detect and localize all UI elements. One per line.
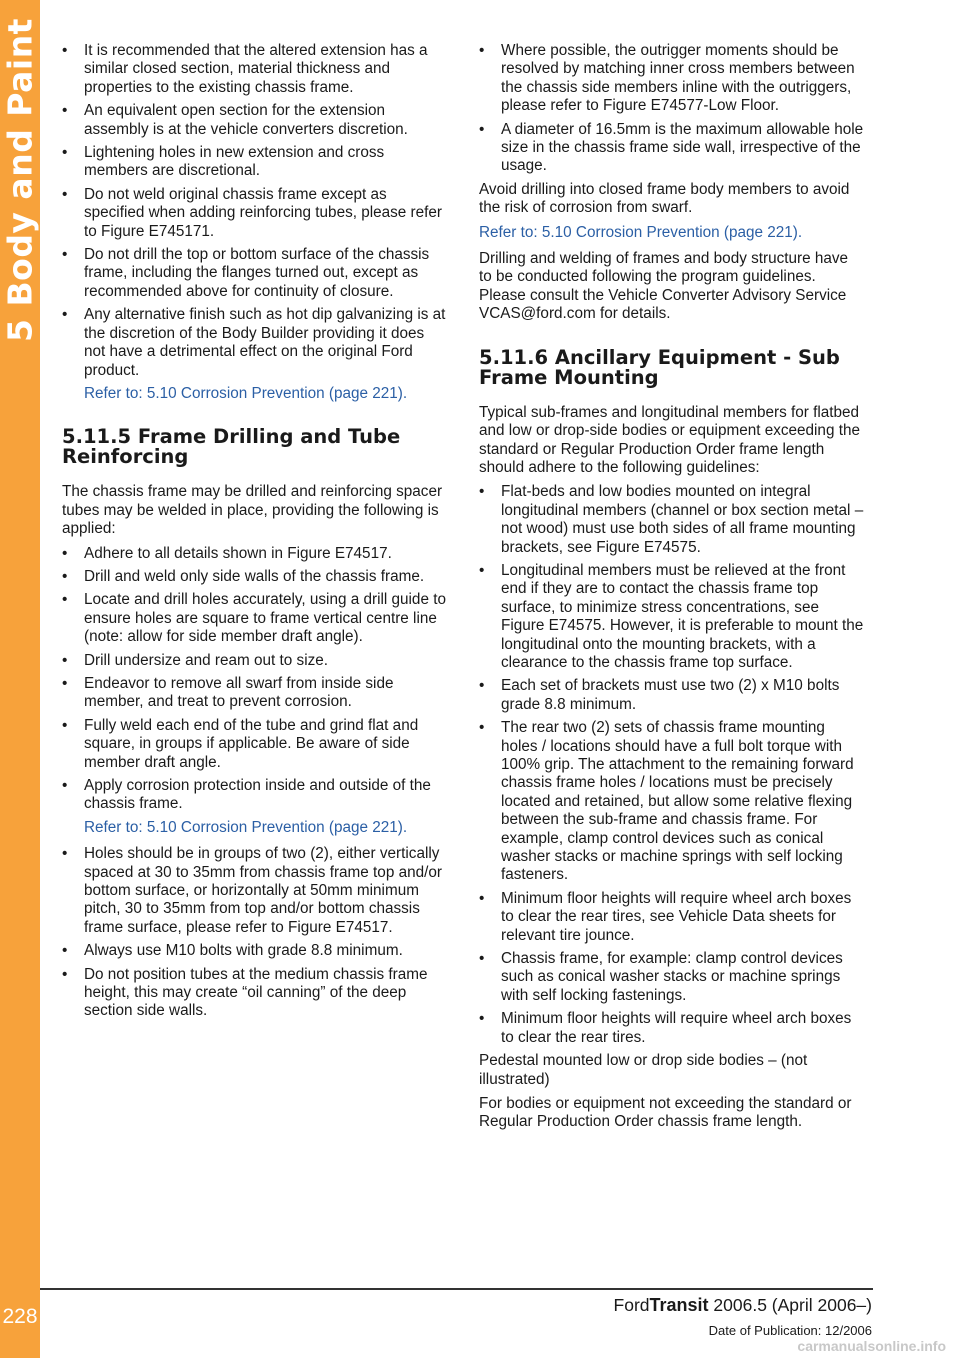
chapter-sidebar <box>0 0 40 1358</box>
list-item: • Do not weld original chassis frame except as specified when adding reinforcing tubes, please refer to Figure E745171. <box>62 186 447 241</box>
list-item: • Where possible, the outrigger moments should be resolved by matching inner cross members between the chassis side members inline with the outriggers, please refer to Figure E74577-Low Floor. <box>479 42 864 116</box>
left-intro-list <box>62 42 447 380</box>
list-item: • Apply corrosion protection inside and outside of the chassis frame. <box>62 777 447 814</box>
edition-text: 2006.5 (April 2006–) <box>708 1295 872 1315</box>
body-paragraph: Avoid drilling into closed frame body members to avoid the risk of corrosion from swarf. <box>479 180 850 217</box>
publication-date: Date of Publication: 12/2006 <box>708 1323 872 1338</box>
list-item: • Do not drill the top or bottom surface of the chassis frame, including the flanges turned out, except as recommended above for continuity of closure. <box>62 246 447 301</box>
body-paragraph: Pedestal mounted low or drop side bodies – (not illustrated) <box>479 1052 808 1088</box>
page-number: 228 <box>2 1305 38 1328</box>
list-item: • Holes should be in groups of two (2), either vertically spaced at 30 to 35mm from chassis frame top and/or bottom surface, or horizontally at 50mm minimum pitch, 30 to 35mm from top and/or bottom chassis frame surface, please refer to Figure E74517. <box>62 845 447 937</box>
section-heading-frame-drilling: 5.11.5 Frame Drilling and Tube Reinforcing <box>62 425 401 469</box>
body-paragraph: Typical sub-frames and longitudinal members for flatbed and low or drop-side bodies or equipment exceeding the standard or Regular Production Order frame length should adhere to the following guidelines: <box>479 403 860 476</box>
right-intro-list <box>479 42 864 176</box>
sub-frame-list <box>479 483 864 1047</box>
watermark: carmanualsonline.info <box>797 1338 946 1354</box>
footer-divider <box>40 1288 873 1290</box>
list-item: • It is recommended that the altered extension has a similar closed section, material thickness and properties to the existing chassis frame. <box>62 42 447 97</box>
list-item: • Lightening holes in new extension and cross members are discretional. <box>62 144 447 181</box>
list-item: • The rear two (2) sets of chassis frame mounting holes / locations should have a full bolt torque with 100% grip. The attachment to the remaining forward chassis frame holes / locations must be precisely located and retained, but allow some relative flexing between the sub-frame and chassis frame. For example, clamp control devices such as conical washer stacks or machine springs with self locking fasteners. <box>479 719 864 885</box>
list-item: • Adhere to all details shown in Figure E74517. <box>62 545 447 563</box>
drilling-list <box>62 545 447 814</box>
list-item: • An equivalent open section for the extension assembly is at the vehicle converters discretion. <box>62 102 447 139</box>
list-item: • Always use M10 bolts with grade 8.8 minimum. <box>62 942 447 960</box>
list-item: • Any alternative finish such as hot dip galvanizing is at the discretion of the Body Builder providing it does not have a detrimental effect on the original Ford product. <box>62 306 447 380</box>
right-column <box>479 42 864 1138</box>
list-item: • Minimum floor heights will require wheel arch boxes to clear the rear tires. <box>479 1010 864 1047</box>
chapter-title-tab <box>0 0 40 360</box>
list-item: • Minimum floor heights will require wheel arch boxes to clear the rear tires, see Vehicle Data sheets for relevant tire jounce. <box>479 890 864 945</box>
list-item: • Each set of brackets must use two (2) x M10 bolts grade 8.8 minimum. <box>479 677 864 714</box>
list-item: • Fully weld each end of the tube and grind flat and square, in groups if applicable. Be aware of side member draft angle. <box>62 717 447 772</box>
footer-edition <box>614 1295 872 1316</box>
tube-list <box>62 845 447 1021</box>
body-paragraph: Drilling and welding of frames and body structure have to be conducted following the program guidelines. Please consult the Vehicle Converter Advisory Service VCAS@ford.com for details. <box>479 250 849 323</box>
left-column <box>62 42 447 1026</box>
brand-prefix: Ford <box>613 1295 650 1315</box>
list-item: • Longitudinal members must be relieved at the front end if they are to contact the chassis frame top surface, to minimize stress concentrations, see Figure E74575. However, it is preferable to mount the longitudinal onto the mounting brackets, with a clearance to the chassis frame top surface. <box>479 562 864 672</box>
list-item: • Chassis frame, for example: clamp control devices such as conical washer stacks or machine springs with self locking fastenings. <box>479 950 864 1005</box>
list-item: • Endeavor to remove all swarf from inside side member, and treat to prevent corrosion. <box>62 675 447 712</box>
brand-model: Transit <box>649 1295 709 1315</box>
corrosion-reference-link[interactable]: Refer to: 5.10 Corrosion Prevention (page 221). <box>84 384 408 402</box>
chapter-title: 5 Body and Paint <box>0 18 40 342</box>
list-item: • Flat-beds and low bodies mounted on integral longitudinal members (channel or box section metal – not wood) must use both sides of all frame mounting brackets, see Figure E74575. <box>479 483 864 557</box>
body-paragraph: For bodies or equipment not exceeding the standard or Regular Production Order chassis frame length. <box>479 1094 852 1131</box>
list-item: • A diameter of 16.5mm is the maximum allowable hole size in the chassis frame side wall, irrespective of the usage. <box>479 121 864 176</box>
section-paragraph: The chassis frame may be drilled and reinforcing spacer tubes may be welded in place, providing the following is applied: <box>62 483 443 538</box>
list-item: • Locate and drill holes accurately, using a drill guide to ensure holes are square to frame vertical centre line (note: allow for side member draft angle). <box>62 591 447 646</box>
section-heading-sub-frame: 5.11.6 Ancillary Equipment - Sub Frame Mounting <box>479 345 840 389</box>
corrosion-reference-link[interactable]: Refer to: 5.10 Corrosion Prevention (page 221). <box>479 223 803 241</box>
corrosion-reference-link[interactable]: Refer to: 5.10 Corrosion Prevention (page 221). <box>84 818 408 836</box>
list-item: • Drill and weld only side walls of the chassis frame. <box>62 568 447 586</box>
list-item: • Drill undersize and ream out to size. <box>62 652 447 670</box>
list-item: • Do not position tubes at the medium chassis frame height, this may create “oil canning” of the deep section side walls. <box>62 966 447 1021</box>
